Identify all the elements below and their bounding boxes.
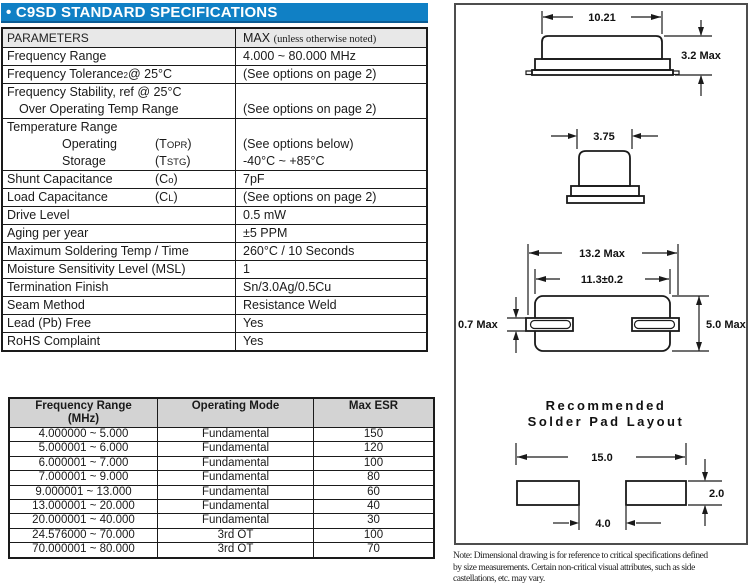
- esr-table-body: [10, 427, 433, 557]
- spec-row: [3, 65, 426, 83]
- esr-header-cell: [10, 399, 158, 427]
- esr-cell: 13.000001 ~ 20.000: [10, 500, 158, 513]
- value-cell: [236, 279, 426, 296]
- value-line: (See options on page 2): [243, 102, 377, 116]
- end-view-drawing: [456, 123, 747, 215]
- parameter-cell: [3, 297, 236, 314]
- max-note: (unless otherwise noted): [273, 34, 377, 45]
- spec-row: [3, 224, 426, 242]
- value-line: (See options on page 2): [243, 67, 377, 81]
- parameter-line: Lead (Pb) Free: [7, 316, 92, 330]
- esr-cell: 7.000001 ~ 9.000: [10, 471, 158, 484]
- esr-cell: 9.000001 ~ 13.000: [10, 486, 158, 499]
- esr-cell: Fundamental: [158, 457, 314, 470]
- package-bottom-outline: [526, 296, 679, 351]
- parameter-line: Drive Level: [7, 208, 70, 222]
- parameter-line: Over Operating Temp Range: [19, 102, 179, 116]
- dim-outer-width-label: 13.2 Max: [579, 248, 625, 260]
- parameter-line: RoHS Complaint: [7, 334, 101, 348]
- esr-row: [10, 456, 433, 470]
- value-cell: [236, 243, 426, 260]
- esr-cell: 3rd OT: [158, 543, 314, 556]
- esr-header-row: [10, 399, 433, 427]
- parameter-line: Moisture Sensitivity Level (MSL): [7, 262, 186, 276]
- parameter-line: Frequency Range: [7, 49, 107, 63]
- esr-header-line: Frequency Range: [35, 400, 132, 412]
- esr-cell: 70.000001 ~ 80.000: [10, 543, 158, 556]
- dim-pad-height-label: 2.0: [709, 488, 725, 500]
- dim-body-height-label: 5.0 Max: [706, 319, 746, 331]
- esr-row: [10, 513, 433, 527]
- esr-header-cell: [314, 399, 433, 427]
- value-line: Yes: [243, 334, 264, 348]
- esr-cell: 3rd OT: [158, 529, 314, 542]
- parameter-cell: [3, 225, 236, 242]
- solder-pad-layout-drawing: [456, 393, 747, 541]
- pad-layout-title-line1: Recommended: [545, 398, 667, 413]
- esr-row: [10, 441, 433, 455]
- spec-row: [3, 296, 426, 314]
- dim-width-label: 10.21: [588, 12, 616, 24]
- spec-table: [1, 27, 428, 352]
- solder-pads: [517, 481, 686, 505]
- esr-header-line: Operating Mode: [191, 400, 280, 412]
- value-cell: [236, 189, 426, 206]
- value-line: 260°C / 10 Seconds: [243, 244, 355, 258]
- dimension-drawing-panel: [454, 3, 748, 545]
- dim-overall-width-label: 15.0: [591, 452, 613, 464]
- esr-row: [10, 427, 433, 441]
- spec-col-parameters: PARAMETERS: [3, 29, 236, 47]
- parameter-cell: [3, 243, 236, 260]
- parameter-cell: [3, 189, 236, 206]
- esr-cell: 100: [363, 528, 384, 541]
- parameter-cell: [3, 261, 236, 278]
- parameter-line: Aging per year: [7, 226, 89, 240]
- esr-cell: Fundamental: [158, 486, 314, 499]
- esr-row: [10, 499, 433, 513]
- footnote-line: castellations, etc. may vary.: [453, 574, 545, 584]
- arrowheads: [543, 14, 704, 84]
- value-line: Yes: [243, 316, 264, 330]
- value-line: 7pF: [243, 172, 265, 186]
- dim-gap-label: 4.0: [595, 518, 611, 530]
- parameter-line: Frequency Stability, ref @ 25°C: [7, 85, 182, 99]
- dim-width-label: 3.75: [593, 131, 615, 143]
- parameter-cell: [3, 48, 236, 65]
- esr-cell: 40: [367, 499, 380, 512]
- spec-row: [3, 118, 426, 170]
- parameter-line: Maximum Soldering Temp / Time: [7, 244, 189, 258]
- value-cell: [236, 66, 426, 83]
- value-cell: [236, 297, 426, 314]
- package-side-outline: [526, 36, 679, 75]
- esr-row: [10, 470, 433, 484]
- subscript-text: L: [168, 193, 174, 204]
- parameter-cell: [3, 171, 236, 188]
- esr-cell: Fundamental: [158, 428, 314, 441]
- arrowheads: [517, 454, 708, 526]
- esr-cell: 150: [363, 428, 384, 440]
- spec-table-body: [3, 47, 426, 350]
- bottom-view-drawing: [456, 239, 747, 371]
- spec-row: [3, 83, 426, 118]
- parameter-cell: [3, 279, 236, 296]
- value-cell: [236, 119, 426, 170]
- parameter-line: Seam Method: [7, 298, 85, 312]
- esr-header-cell: [158, 399, 314, 427]
- pad-layout-title-line2: Solder Pad Layout: [527, 414, 685, 429]
- footnote-line: by size measurements. Certain non-critical visual attributes, such as side: [453, 562, 695, 573]
- footnote: [453, 551, 753, 586]
- dim-lead-thickness-label: 0.7 Max: [458, 319, 498, 331]
- spec-row: [3, 278, 426, 296]
- value-line: -40°C ~ +85°C: [243, 154, 325, 168]
- max-label: MAX: [243, 31, 271, 45]
- parameter-cell: [3, 315, 236, 332]
- esr-header-line: (MHz): [67, 413, 100, 425]
- subscript-text: o: [168, 175, 174, 186]
- parameter-symbol: (TOPR): [155, 137, 192, 151]
- esr-cell: Fundamental: [158, 514, 314, 527]
- spec-row: [3, 170, 426, 188]
- parameter-cell: [3, 84, 236, 118]
- esr-cell: 70: [367, 543, 380, 556]
- subscript-text: 2: [123, 71, 128, 80]
- value-line: (See options below): [243, 137, 354, 151]
- spec-row: [3, 47, 426, 65]
- spec-col-max: [236, 29, 426, 47]
- side-view-drawing: [456, 7, 747, 113]
- parameter-line: Storage (TSTG): [7, 153, 235, 170]
- parameter-cell: [3, 66, 236, 83]
- spec-row: [3, 206, 426, 224]
- spec-table-header: [3, 29, 426, 47]
- esr-row: [10, 485, 433, 499]
- esr-cell: 120: [363, 442, 384, 455]
- value-cell: [236, 333, 426, 350]
- value-line: Sn/3.0Ag/0.5Cu: [243, 280, 332, 294]
- dim-height-label: 3.2 Max: [681, 50, 721, 62]
- parameter-cell: [3, 333, 236, 350]
- parameter-symbol: (CL): [155, 190, 178, 204]
- footnote-line: Note: Dimensional drawing is for reference to critical specifications defined: [453, 551, 708, 561]
- value-line: Resistance Weld: [243, 298, 337, 312]
- esr-cell: 4.000000 ~ 5.000: [10, 428, 158, 441]
- spec-row: [3, 188, 426, 206]
- esr-cell: 5.000001 ~ 6.000: [10, 442, 158, 455]
- spec-row: [3, 260, 426, 278]
- value-line: ±5 PPM: [243, 226, 288, 240]
- dim-inner-width-label: 11.3±0.2: [580, 274, 624, 286]
- value-line: [243, 119, 426, 136]
- esr-cell: 20.000001 ~ 40.000: [10, 514, 158, 527]
- esr-cell: 6.000001 ~ 7.000: [10, 457, 158, 470]
- arrowheads: [513, 250, 702, 351]
- value-cell: [236, 207, 426, 224]
- value-cell: [236, 171, 426, 188]
- esr-row: [10, 542, 433, 556]
- value-line: [243, 84, 426, 101]
- pad-layout-dimensions: [516, 443, 725, 530]
- value-cell: [236, 84, 426, 118]
- value-line: 1: [243, 262, 250, 276]
- esr-cell: Fundamental: [158, 442, 314, 455]
- value-cell: [236, 48, 426, 65]
- package-end-outline: [567, 151, 644, 203]
- value-cell: [236, 261, 426, 278]
- page-title: • C9SD STANDARD SPECIFICATIONS: [1, 3, 428, 23]
- spec-row: [3, 332, 426, 350]
- parameter-line: Load Capacitance (CL): [7, 189, 235, 206]
- esr-cell: 80: [367, 471, 380, 484]
- spec-row: [3, 242, 426, 260]
- value-cell: [236, 315, 426, 332]
- parameter-cell: [3, 207, 236, 224]
- parameter-line: Termination Finish: [7, 280, 109, 294]
- parameter-line: Shunt Capacitance (Co): [7, 171, 235, 188]
- value-line: (See options on page 2): [243, 190, 377, 204]
- subscript-text: STG: [166, 157, 187, 168]
- subscript-text: OPR: [166, 140, 188, 151]
- value-line: 0.5 mW: [243, 208, 287, 222]
- esr-table: [8, 397, 435, 559]
- parameter-symbol: (Co): [155, 172, 178, 186]
- esr-header-line: Max ESR: [348, 400, 399, 412]
- esr-cell: Fundamental: [158, 500, 314, 513]
- parameter-line: Frequency Tolerance2@ 25°C: [7, 67, 173, 81]
- value-cell: [236, 225, 426, 242]
- esr-cell: 60: [367, 485, 380, 498]
- parameter-line: Operating (TOPR): [7, 136, 235, 153]
- esr-cell: 24.576000 ~ 70.000: [10, 529, 158, 542]
- parameter-line: Temperature Range: [7, 120, 118, 134]
- parameter-symbol: (TSTG): [155, 154, 191, 168]
- parameter-cell: [3, 119, 236, 170]
- esr-cell: 100: [363, 456, 384, 469]
- esr-cell: Fundamental: [158, 471, 314, 484]
- value-line: 4.000 ~ 80.000 MHz: [243, 49, 356, 63]
- esr-row: [10, 528, 433, 542]
- esr-cell: 30: [367, 514, 380, 527]
- spec-row: [3, 314, 426, 332]
